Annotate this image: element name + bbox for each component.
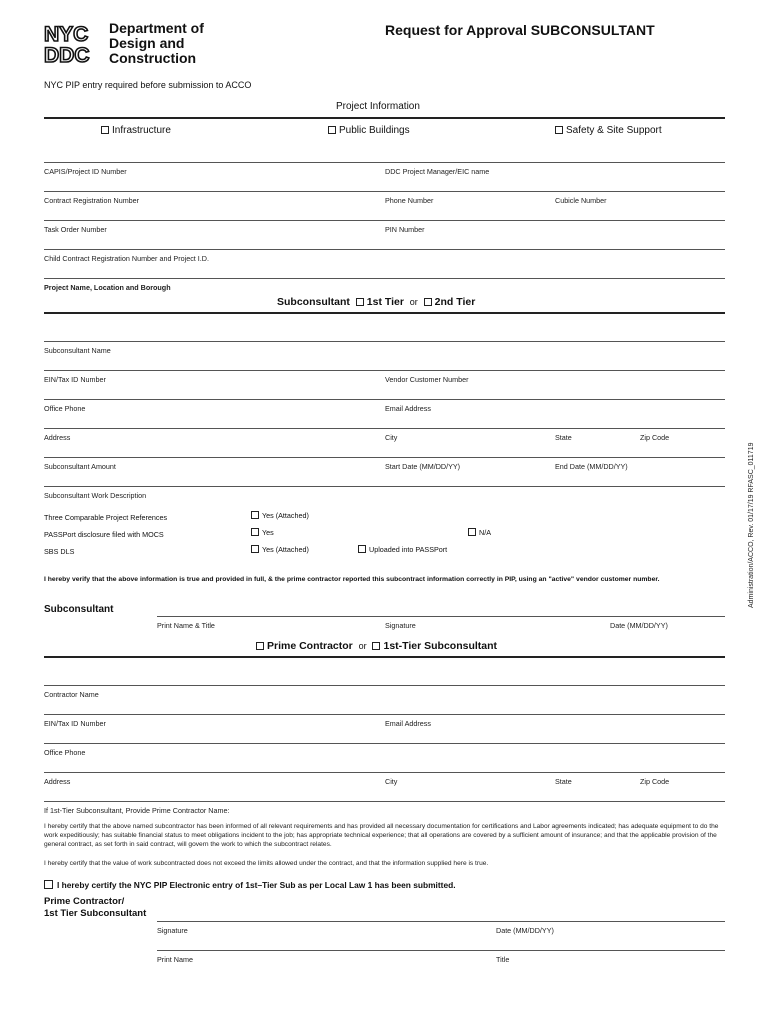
org-line-1: Department of — [109, 20, 204, 36]
passport-label: PASSPort disclosure filed with MOCS — [44, 530, 164, 539]
prime-ein-line[interactable] — [44, 714, 725, 715]
passport-na-label: N/A — [479, 528, 491, 537]
first-tier-sub-label: 1st-Tier Subconsultant — [383, 640, 498, 652]
form-title: Request for Approval SUBCONSULTANT — [385, 22, 655, 38]
svg-text:NYC: NYC — [44, 23, 89, 46]
public-buildings-label: Public Buildings — [339, 125, 410, 136]
checkbox-icon[interactable] — [101, 126, 109, 134]
svg-text:DDC: DDC — [44, 44, 90, 64]
checkbox-icon[interactable] — [555, 126, 563, 134]
prime-signature-label: Signature — [157, 926, 188, 935]
prime-email-label: Email Address — [385, 719, 431, 728]
refs-yes-option[interactable] — [251, 511, 309, 520]
infrastructure-label: Infrastructure — [112, 125, 171, 136]
cubicle-label: Cubicle Number — [555, 196, 607, 205]
tier1-label: 1st Tier — [366, 296, 404, 308]
pip-certify-label: I hereby certify the NYC PIP Electronic entry of 1st–Tier Sub as per Local Law 1 has been submitted. — [57, 880, 456, 890]
child-contract-line[interactable] — [44, 249, 725, 250]
or-text: or — [358, 641, 367, 651]
sub-zip-label: Zip Code — [640, 433, 670, 442]
prime-print-name-line[interactable] — [157, 950, 725, 951]
infrastructure-option[interactable] — [101, 125, 171, 136]
passport-yes-label: Yes — [262, 528, 274, 537]
certify-paragraph-2: I hereby certify that the value of work subcontracted does not exceed the limits allowed under the contract, and that the information supplied here is true. — [44, 860, 489, 867]
prime-signature-line[interactable] — [157, 921, 725, 922]
prime-sign-line-2: 1st Tier Subconsultant — [44, 908, 147, 919]
prime-date-label: Date (MM/DD/YY) — [496, 926, 554, 935]
checkbox-icon[interactable] — [256, 642, 264, 650]
start-date-label: Start Date (MM/DD/YY) — [385, 462, 461, 471]
sbs-label: SBS DLS — [44, 547, 75, 556]
project-info-heading: Project Information — [336, 101, 420, 112]
safety-site-support-option[interactable] — [555, 125, 662, 136]
task-line[interactable] — [44, 220, 725, 221]
prime-print-name-label: Print Name — [157, 955, 193, 964]
checkbox-icon[interactable] — [251, 511, 259, 519]
prime-address-line[interactable] — [44, 772, 725, 773]
prime-office-phone-label: Office Phone — [44, 748, 86, 757]
prime-zip-label: Zip Code — [640, 777, 670, 786]
prime-state-label: State — [555, 777, 572, 786]
sub-state-label: State — [555, 433, 572, 442]
ddc-logo — [44, 22, 104, 64]
sub-address-label: Address — [44, 433, 71, 442]
certify-paragraph-1: I hereby certify that the above named subcontractor has been informed of all relevant requirements and has provided all necessary documentation for certifications and Labor agreements indicated; has adequate equipment to do the work expeditiously; has suitable financial status to meet obligations incident to the job; has appropriate technical experience; that all operations are covered by a sufficient amount of insurance; and that the applicable provision of the general contract, as set forth in said contract, will govern the work to which the subcontract relates. — [44, 823, 719, 848]
prime-phone-line[interactable] — [44, 743, 725, 744]
sbs-upload-label: Uploaded into PASSPort — [369, 545, 448, 554]
sub-amount-line[interactable] — [44, 457, 725, 458]
sub-name-line[interactable] — [44, 341, 725, 342]
sub-email-label: Email Address — [385, 404, 431, 413]
divider — [44, 656, 725, 658]
prime-sign-heading — [44, 896, 146, 920]
checkbox-icon[interactable] — [468, 528, 476, 536]
sub-phone-line[interactable] — [44, 399, 725, 400]
sub-signature-label: Signature — [385, 621, 416, 630]
prime-address-label: Address — [44, 777, 71, 786]
pin-label: PIN Number — [385, 225, 425, 234]
org-name — [109, 21, 204, 66]
first-tier-prime-label: If 1st-Tier Subconsultant, Provide Prime Contractor Name: — [44, 806, 230, 815]
nyc-ddc-logo-icon — [44, 22, 104, 64]
tier2-label: 2nd Tier — [434, 296, 476, 308]
or-text: or — [409, 297, 418, 307]
sub-print-name-label: Print Name & Title — [157, 621, 215, 630]
public-buildings-option[interactable] — [328, 125, 410, 136]
end-date-label: End Date (MM/DD/YY) — [555, 462, 628, 471]
ddc-pm-label: DDC Project Manager/EIC name — [385, 167, 490, 176]
contract-reg-label: Contract Registration Number — [44, 196, 140, 205]
form-revision-code: Administration/ACCO, Rev. 01/17/19 RFASC_011719 — [748, 442, 755, 608]
passport-na-option[interactable] — [468, 528, 491, 537]
checkbox-icon[interactable] — [251, 528, 259, 536]
prime-city-label: City — [385, 777, 398, 786]
project-name-line[interactable] — [44, 278, 725, 279]
pip-certify-option[interactable] — [44, 880, 456, 890]
sbs-yes-option[interactable] — [251, 545, 309, 554]
contractor-name-line[interactable] — [44, 685, 725, 686]
sub-ein-label: EIN/Tax ID Number — [44, 375, 106, 384]
org-line-2: Design and — [109, 35, 185, 51]
subconsultant-tier-heading — [277, 296, 475, 308]
sub-address-line[interactable] — [44, 428, 725, 429]
work-desc-label: Subconsultant Work Description — [44, 491, 147, 500]
sbs-upload-option[interactable] — [358, 545, 447, 554]
prime-ein-label: EIN/Tax ID Number — [44, 719, 106, 728]
divider — [44, 312, 725, 314]
refs-label: Three Comparable Project References — [44, 513, 168, 522]
pip-note: NYC PIP entry required before submission to ACCO — [44, 80, 252, 90]
checkbox-icon[interactable] — [372, 642, 380, 650]
contract-line[interactable] — [44, 191, 725, 192]
project-name-label: Project Name, Location and Borough — [44, 283, 171, 292]
verify-statement: I hereby verify that the above information is true and provided in full, & the prime contractor reported this subcontract information correctly in PIP, using an "active" vendor customer number. — [44, 576, 660, 583]
sub-ein-line[interactable] — [44, 370, 725, 371]
sub-signature-line[interactable] — [157, 616, 725, 617]
checkbox-icon[interactable] — [251, 545, 259, 553]
sub-city-label: City — [385, 433, 398, 442]
passport-yes-option[interactable] — [251, 528, 274, 537]
sub-office-phone-label: Office Phone — [44, 404, 86, 413]
org-line-3: Construction — [109, 50, 197, 66]
prime-heading — [256, 640, 497, 652]
child-contract-label: Child Contract Registration Number and Project I.D. — [44, 254, 209, 263]
subconsultant-sign-label: Subconsultant — [44, 604, 114, 615]
checkbox-icon[interactable] — [328, 126, 336, 134]
phone-label: Phone Number — [385, 196, 434, 205]
first-tier-line[interactable] — [44, 801, 725, 802]
contractor-name-label: Contractor Name — [44, 690, 99, 699]
refs-yes-label: Yes (Attached) — [262, 511, 309, 520]
checkbox-icon[interactable] — [358, 545, 366, 553]
vendor-label: Vendor Customer Number — [385, 375, 469, 384]
prime-contractor-label: Prime Contractor — [267, 640, 353, 652]
sbs-yes-label: Yes (Attached) — [262, 545, 309, 554]
sub-name-label: Subconsultant Name — [44, 346, 111, 355]
checkbox-icon[interactable] — [356, 298, 364, 306]
subconsultant-heading: Subconsultant — [277, 296, 350, 308]
sub-amount-label: Subconsultant Amount — [44, 462, 116, 471]
prime-sign-line-1: Prime Contractor/ — [44, 896, 125, 907]
task-order-label: Task Order Number — [44, 225, 107, 234]
prime-title-label: Title — [496, 955, 510, 964]
capis-label: CAPIS/Project ID Number — [44, 167, 127, 176]
checkbox-icon[interactable] — [44, 880, 53, 889]
sub-date-label: Date (MM/DD/YY) — [610, 621, 668, 630]
capis-line[interactable] — [44, 162, 725, 163]
work-desc-line[interactable] — [44, 486, 725, 487]
checkbox-icon[interactable] — [424, 298, 432, 306]
divider — [44, 117, 725, 119]
safety-label: Safety & Site Support — [566, 125, 662, 136]
